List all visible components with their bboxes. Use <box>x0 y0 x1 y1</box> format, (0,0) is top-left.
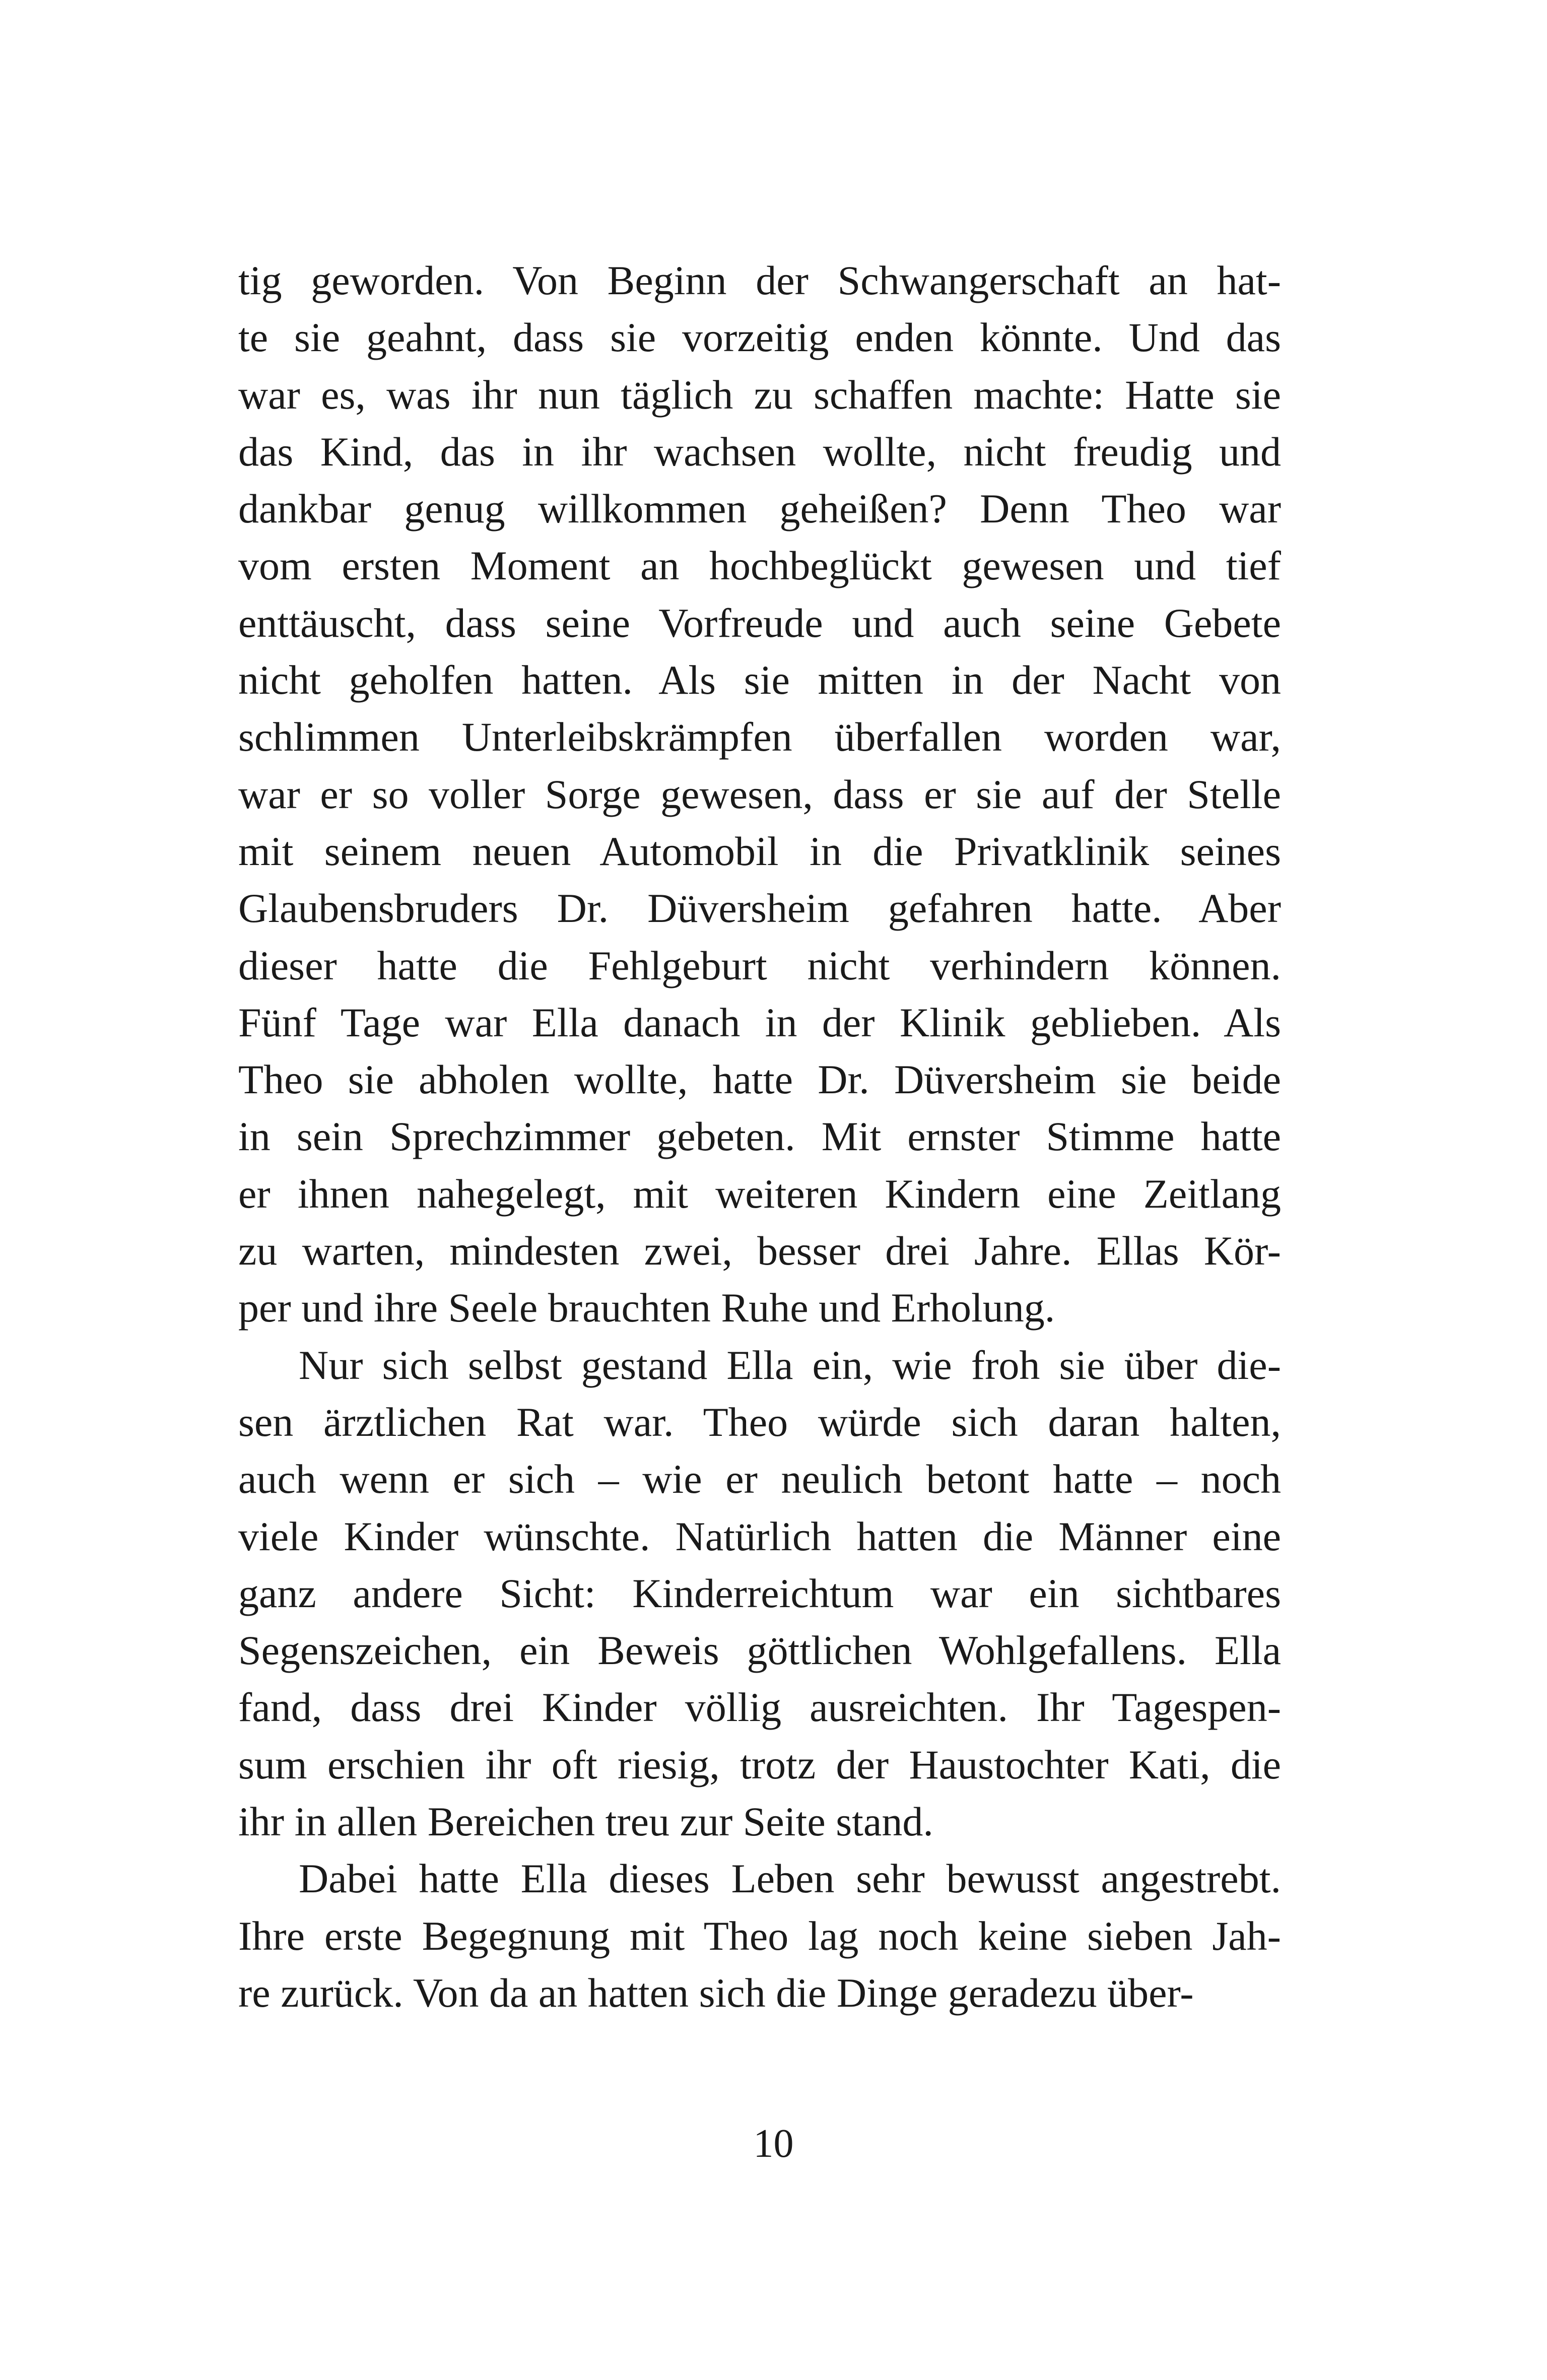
text-line: per und ihre Seele brauchten Ruhe und Erholung. <box>238 1285 1055 1331</box>
text-line: schlimmen Unterleibskrämpfen überfallen worden war, <box>238 714 1281 760</box>
text-line: ihr in allen Bereichen treu zur Seite stand. <box>238 1799 933 1845</box>
text-line: Fünf Tage war Ella danach in der Klinik geblieben. Als <box>238 999 1281 1045</box>
text-line: sum erschien ihr oft riesig, trotz der Haustochter Kati, die <box>238 1741 1281 1788</box>
text-line: fand, dass drei Kinder völlig ausreichten. Ihr Tagespen- <box>238 1684 1281 1731</box>
text-line: nicht geholfen hatten. Als sie mitten in der Nacht von <box>238 657 1281 703</box>
text-line: auch wenn er sich – wie er neulich betont hatte – noch <box>238 1456 1281 1502</box>
text-line: das Kind, das in ihr wachsen wollte, nicht freudig und <box>238 428 1281 475</box>
text-line: war er so voller Sorge gewesen, dass er sie auf der Stelle <box>238 771 1281 817</box>
body-text <box>238 252 1281 2021</box>
text-line: Glaubensbruders Dr. Düversheim gefahren hatte. Aber <box>238 885 1281 932</box>
text-line: Ihre erste Begegnung mit Theo lag noch keine sieben Jah- <box>238 1912 1281 1959</box>
text-line: er ihnen nahegelegt, mit weiteren Kindern eine Zeitlang <box>238 1170 1281 1217</box>
text-line: dieser hatte die Fehlgeburt nicht verhindern können. <box>238 942 1281 988</box>
text-line: Segenszeichen, ein Beweis göttlichen Wohlgefallens. Ella <box>238 1627 1281 1674</box>
text-line: vom ersten Moment an hochbeglückt gewesen und tief <box>238 543 1281 589</box>
text-line: Theo sie abholen wollte, hatte Dr. Düversheim sie beide <box>238 1056 1281 1103</box>
paragraph <box>238 1850 1281 2021</box>
text-line: ganz andere Sicht: Kinderreichtum war ein sichtbares <box>238 1570 1281 1616</box>
text-line: enttäuscht, dass seine Vorfreude und auch seine Gebete <box>238 600 1281 646</box>
text-line: zu warten, mindesten zwei, besser drei Jahre. Ellas Kör- <box>238 1228 1281 1274</box>
text-line: viele Kinder wünschte. Natürlich hatten die Männer eine <box>238 1513 1281 1559</box>
text-line: sen ärztlichen Rat war. Theo würde sich daran halten, <box>238 1399 1281 1445</box>
text-line: mit seinem neuen Automobil in die Privatklinik seines <box>238 828 1281 874</box>
text-line: dankbar genug willkommen geheißen? Denn Theo war <box>238 486 1281 532</box>
text-line: Dabei hatte Ella dieses Leben sehr bewusst angestrebt. <box>299 1856 1281 1902</box>
text-line: re zurück. Von da an hatten sich die Dinge geradezu über- <box>238 1969 1194 2016</box>
text-line: Nur sich selbst gestand Ella ein, wie froh sie über die- <box>299 1342 1281 1388</box>
text-line: te sie geahnt, dass sie vorzeitig enden könnte. Und das <box>238 314 1281 361</box>
paragraph <box>238 252 1281 1337</box>
paragraph <box>238 1337 1281 1850</box>
text-line: war es, was ihr nun täglich zu schaffen machte: Hatte sie <box>238 371 1281 418</box>
page-number: 10 <box>753 2122 794 2166</box>
text-line: in sein Sprechzimmer gebeten. Mit ernster Stimme hatte <box>238 1113 1281 1160</box>
text-line: tig geworden. Von Beginn der Schwangerschaft an hat- <box>238 257 1281 303</box>
